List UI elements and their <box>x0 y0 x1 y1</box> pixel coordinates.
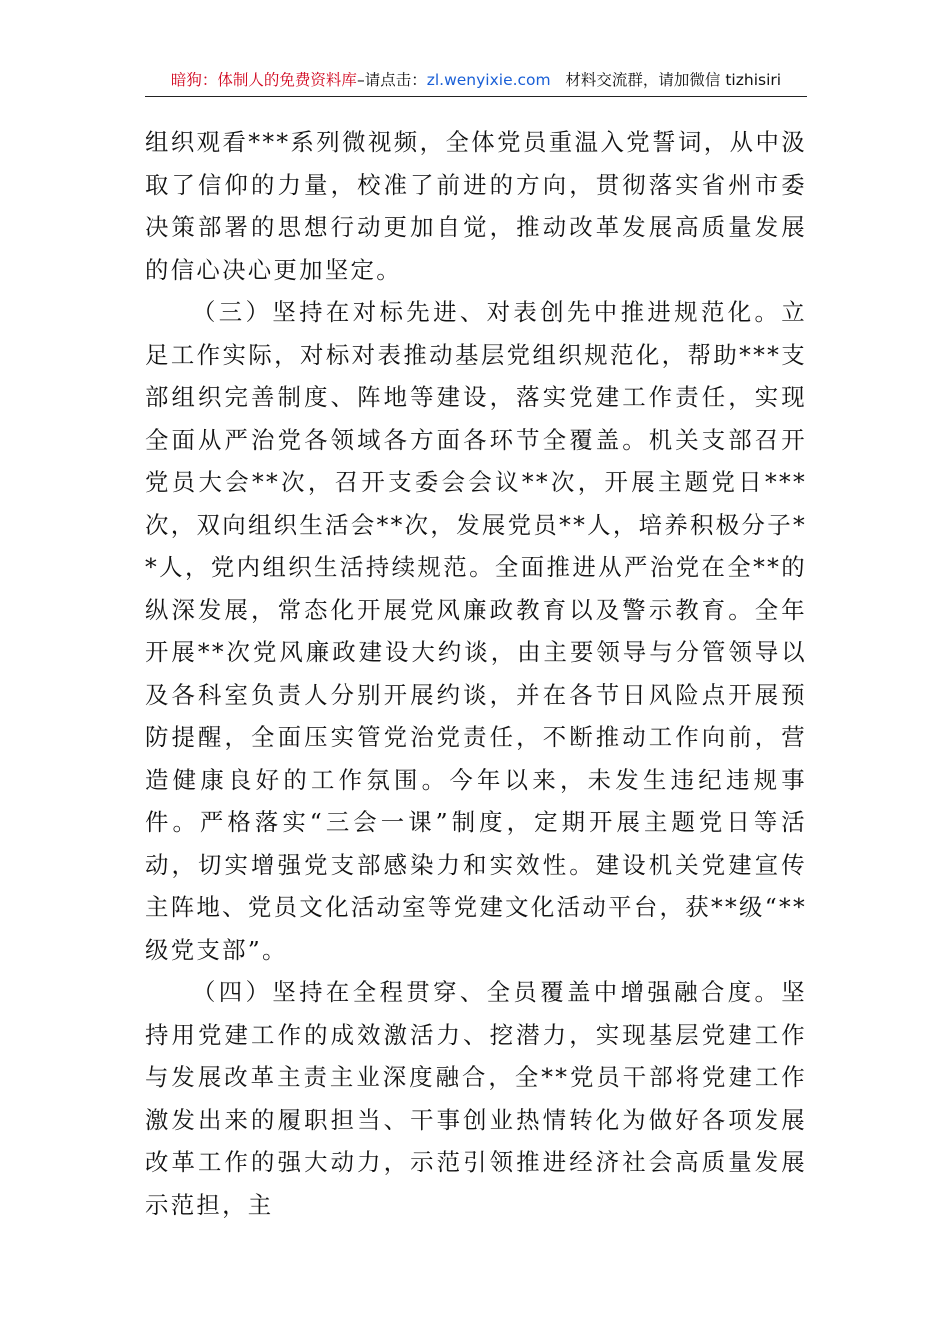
header-link[interactable]: zl.wenyixie.com <box>426 71 551 89</box>
header-brand: 暗狗：体制人的免费资料库 <box>170 71 357 89</box>
document-body <box>145 121 807 1226</box>
paragraph-section-3: （三）坚持在对标先进、对表创先中推进规范化。立足工作实际，对标对表推动基层党组织规范化，帮助***支部组织完善制度、阵地等建设，落实党建工作责任，实现全面从严治党各领域各方面各环节全覆盖。机关支部召开党员大会**次，召开支委会会议**次，开展主题党日***次，双向组织生活会**次，发展党员**人，培养积极分子**人，党内组织生活持续规范。全面推进从严治党在全**的纵深发展，常态化开展党风廉政教育以及警示教育。全年开展**次党风廉政建设大约谈，由主要领导与分管领导以及各科室负责人分别开展约谈，并在各节日风险点开展预防提醒，全面压实管党治党责任，不断推动工作向前，营造健康良好的工作氛围。今年以来，未发生违纪违规事件。严格落实“三会一课”制度，定期开展主题党日等活动，切实增强党支部感染力和实效性。建设机关党建宣传主阵地、党员文化活动室等党建文化活动平台，获**级“**级党支部”。 <box>145 298 807 964</box>
header-group-info: 材料交流群，请加微信 tizhisiri <box>565 71 782 89</box>
paragraph-continuation: 组织观看***系列微视频，全体党员重温入党誓词，从中汲取了信仰的力量，校准了前进的方向，贯彻落实省州市委决策部署的思想行动更加自觉，推动改革发展高质量发展的信心决心更加坚定。 <box>145 128 807 284</box>
page-header <box>145 64 807 97</box>
header-prompt: –请点击： <box>356 71 427 89</box>
paragraph-section-4: （四）坚持在全程贯穿、全员覆盖中增强融合度。坚持用党建工作的成效激活力、挖潜力，实现基层党建工作与发展改革主责主业深度融合，全**党员干部将党建工作激发出来的履职担当、干事创业热情转化为做好各项发展改革工作的强大动力，示范引领推进经济社会高质量发展示范担，主 <box>145 978 807 1219</box>
